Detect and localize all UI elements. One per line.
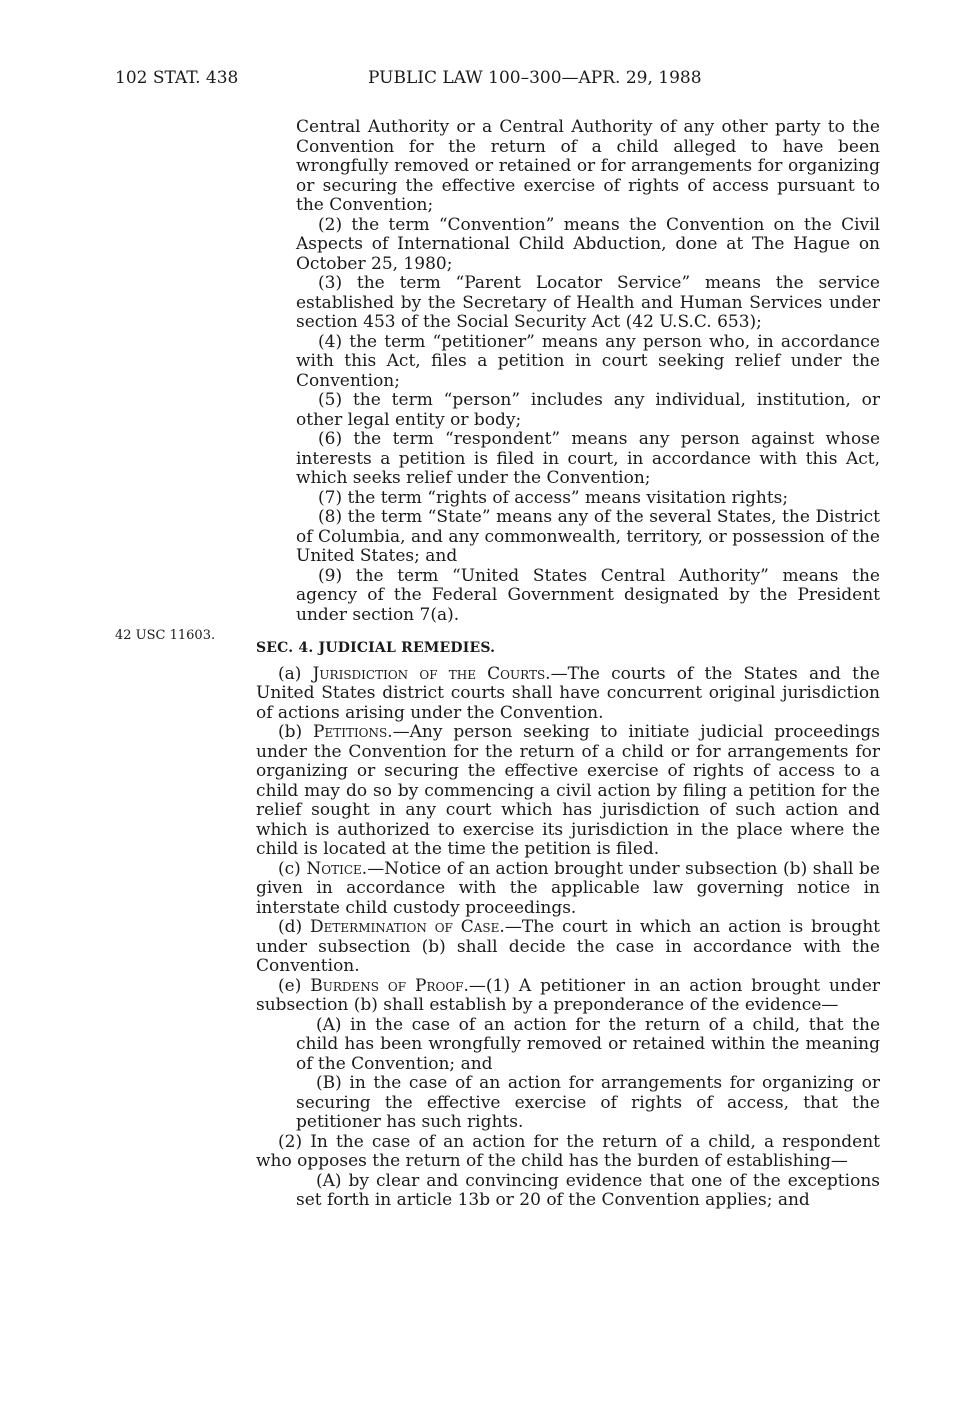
subsection-b [256, 723, 880, 860]
body-text [256, 118, 880, 1211]
subsection-c-label: (c) [278, 858, 307, 879]
paragraph-e2: (2) In the case of an action for the return of a child, a respondent who opposes the return of the child has the burden of establishing— [256, 1131, 880, 1171]
subsection-b-text: —Any person seeking to initiate judicial proceedings under the Convention for the return of a child or for arrangements for organizing or securing the effective exercise of rights of access to a child may do so by commencing a civil action by filing a petition for the relief sought in any court which has jurisdiction of such action and which is authorized to exercise its jurisdiction in the place where the child is located at the time the petition is filed. [256, 722, 880, 859]
paragraph-e2-A: (A) by clear and convincing evidence that one of the exceptions set forth in article 13b or 20 of the Convention applies; and [296, 1170, 880, 1210]
definition-4: (4) the term “petitioner” means any person who, in accordance with this Act, files a petition in court seeking relief under the Convention; [296, 331, 880, 391]
paragraph-e1-B: (B) in the case of an action for arrangements for organizing or securing the effective exercise of rights of access, that the petitioner has such rights. [296, 1073, 880, 1132]
subsection-c-text: —Notice of an action brought under subsection (b) shall be given in accordance with the applicable law governing notice in interstate child custody proceedings. [256, 858, 880, 918]
definition-6: (6) the term “respondent” means any person against whose interests a petition is filed in court, in accordance with this Act, which seeks relief under the Convention; [296, 429, 880, 488]
definition-2: (2) the term “Convention” means the Convention on the Civil Aspects of International Child Abduction, done at The Hague on October 25, 1980; [296, 214, 880, 274]
subsection-b-heading: Petitions. [313, 722, 393, 742]
subsection-e-heading: Burdens of Proof. [310, 975, 469, 996]
definition-9: (9) the term “United States Central Authority” means the agency of the Federal Government designated by the President under section 7(a). [296, 565, 880, 625]
definition-5: (5) the term “person” includes any individual, institution, or other legal entity or body; [296, 390, 880, 430]
subsection-c-heading: Notice. [306, 858, 368, 879]
subsection-b-label: (b) [278, 722, 313, 742]
subsection-a-heading: Jurisdiction of the Courts. [312, 663, 551, 684]
section-heading: SEC. 4. JUDICIAL REMEDIES. [256, 640, 496, 656]
subsection-a-label: (a) [278, 663, 313, 684]
subsection-d-text: —The court in which an action is brought under subsection (b) shall decide the case in accordance with the Convention. [256, 917, 880, 976]
subsection-a-text: —The courts of the States and the United States district courts shall have concurrent original jurisdiction of actions arising under the Convention. [256, 663, 880, 723]
subsection-d-label: (d) [278, 917, 311, 937]
definition-7: (7) the term “rights of access” means visitation rights; [318, 487, 789, 508]
definition-3: (3) the term “Parent Locator Service” means the service established by the Secretary of Health and Human Services under section 453 of the Social Security Act (42 U.S.C. 653); [296, 273, 880, 332]
subsection-a [256, 665, 880, 724]
definition-8: (8) the term “State” means any of the several States, the District of Columbia, and any commonwealth, territory, or possession of the United States; and [296, 507, 880, 566]
subsection-d-heading: Determination of Case. [310, 917, 505, 937]
subsection-e-label: (e) [278, 975, 311, 996]
subsection-c [256, 860, 880, 919]
running-header: PUBLIC LAW 100–300—APR. 29, 1988 [368, 68, 702, 88]
paragraph-e1-A: (A) in the case of an action for the return of a child, that the child has been wrongfully removed or retained within the meaning of the Convention; and [296, 1014, 880, 1074]
subsection-d [256, 918, 880, 977]
margin-citation: 42 USC 11603. [115, 628, 216, 643]
subsection-e [256, 977, 880, 1016]
definition-continued: Central Authority or a Central Authority of any other party to the Convention for the return of a child alleged to have been wrongfully removed or retained or for arrangements for organizing or securing the effective exercise of rights of access pursuant to the Convention; [296, 117, 880, 215]
stat-page-number: 102 STAT. 438 [115, 68, 239, 88]
subsection-e-text: —(1) A petitioner in an action brought under subsection (b) shall establish by a preponderance of the evidence— [256, 975, 881, 1015]
